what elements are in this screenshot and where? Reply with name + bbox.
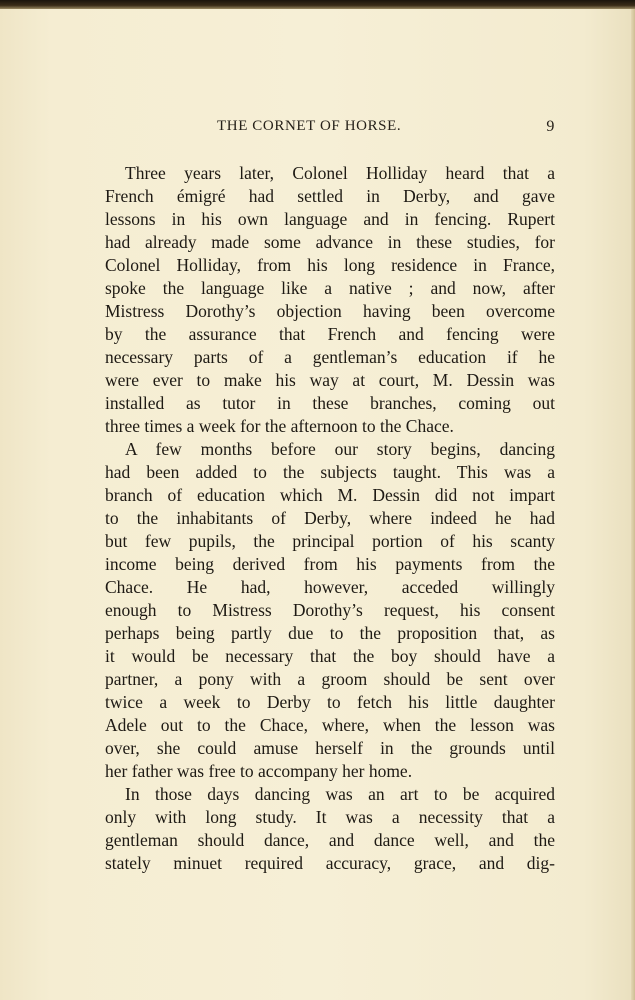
text-line: branch of education which M. Dessin did not impart — [105, 485, 555, 505]
text-line: twice a week to Derby to fetch his little daughter — [105, 692, 555, 712]
text-line: Mistress Dorothy’s objection having been overcome — [105, 301, 555, 321]
text-line: three times a week for the afternoon to the Chace. — [105, 416, 454, 436]
text-line: enough to Mistress Dorothy’s request, his consent — [105, 600, 555, 620]
text-line: perhaps being partly due to the proposition that, as — [105, 623, 555, 643]
text-line: In those days dancing was an art to be acquired — [125, 784, 555, 804]
text-line: by the assurance that French and fencing were — [105, 324, 555, 344]
body-text — [105, 162, 555, 875]
page-number: 9 — [546, 118, 555, 135]
text-line: Chace. He had, however, acceded willingly — [105, 577, 555, 597]
text-line: over, she could amuse herself in the grounds until — [105, 738, 555, 758]
page-right-edge — [631, 9, 635, 1000]
text-line: gentleman should dance, and dance well, and the — [105, 830, 555, 850]
text-line: partner, a pony with a groom should be sent over — [105, 669, 555, 689]
text-line: spoke the language like a native ; and now, after — [105, 278, 555, 298]
text-line: Adele out to the Chace, where, when the lesson was — [105, 715, 555, 735]
text-line: French émigré had settled in Derby, and gave — [105, 186, 555, 206]
text-line: were ever to make his way at court, M. Dessin was — [105, 370, 555, 390]
text-line: Three years later, Colonel Holliday heard that a — [125, 163, 555, 183]
text-line: stately minuet required accuracy, grace, and dig- — [105, 853, 555, 873]
text-line: it would be necessary that the boy should have a — [105, 646, 555, 666]
text-line: to the inhabitants of Derby, where indeed he had — [105, 508, 555, 528]
text-line: A few months before our story begins, dancing — [125, 439, 555, 459]
running-header — [105, 118, 555, 138]
text-line: Colonel Holliday, from his long residence in France, — [105, 255, 555, 275]
text-line: had already made some advance in these studies, for — [105, 232, 555, 252]
text-line: only with long study. It was a necessity that a — [105, 807, 555, 827]
text-line: but few pupils, the principal portion of his scanty — [105, 531, 555, 551]
text-line: income being derived from his payments from the — [105, 554, 555, 574]
text-line: necessary parts of a gentleman’s education if he — [105, 347, 555, 367]
page-top-edge — [0, 0, 635, 9]
running-title: THE CORNET OF HORSE. — [217, 118, 402, 134]
text-line: lessons in his own language and in fencing. Rupert — [105, 209, 555, 229]
text-line: installed as tutor in these branches, coming out — [105, 393, 555, 413]
text-line: had been added to the subjects taught. This was a — [105, 462, 555, 482]
text-line: her father was free to accompany her home. — [105, 761, 413, 781]
